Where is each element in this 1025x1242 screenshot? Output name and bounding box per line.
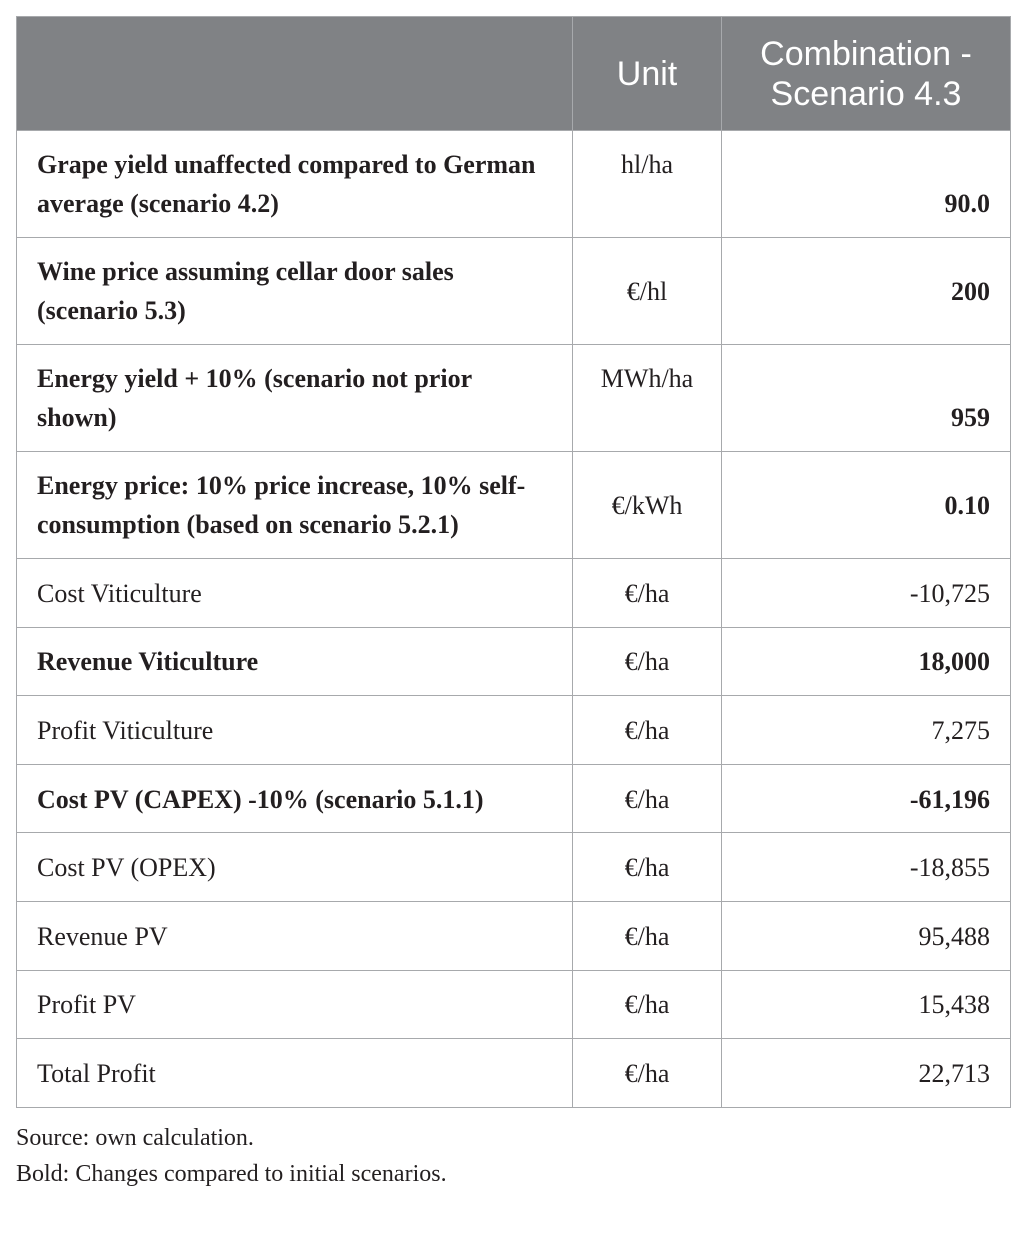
table-body [17,131,1011,1108]
table-row [17,764,1011,833]
table-header [17,17,1011,131]
row-label: Energy price: 10% price increase, 10% self-consumption (based on scenario 5.2.1) [17,452,573,559]
row-value: 22,713 [722,1039,1011,1108]
header-combination-text: Combination - Scenario 4.3 [760,34,972,113]
row-unit: €/kWh [573,452,722,559]
row-value: 90.0 [722,131,1011,238]
header-row [17,17,1011,131]
row-label: Cost PV (CAPEX) -10% (scenario 5.1.1) [17,764,573,833]
row-unit: €/ha [573,970,722,1039]
row-label: Revenue Viticulture [17,627,573,696]
row-unit: hl/ha [573,131,722,238]
table-row [17,833,1011,902]
table-footnotes [16,1120,1010,1192]
row-unit: MWh/ha [573,345,722,452]
scenario-table [16,16,1011,1108]
table-row [17,452,1011,559]
row-label: Grape yield unaffected compared to German average (scenario 4.2) [17,131,573,238]
row-value: 95,488 [722,901,1011,970]
row-value: 18,000 [722,627,1011,696]
header-unit: Unit [573,17,722,131]
table-row [17,345,1011,452]
bold-note: Bold: Changes compared to initial scenarios. [16,1160,447,1187]
row-value: -10,725 [722,559,1011,628]
row-unit: €/ha [573,764,722,833]
row-value: -18,855 [722,833,1011,902]
header-parameter [17,17,573,131]
table-row [17,238,1011,345]
table-row [17,901,1011,970]
header-combination [722,17,1011,131]
row-value: -61,196 [722,764,1011,833]
row-unit: €/ha [573,1039,722,1108]
row-label: Cost Viticulture [17,559,573,628]
row-label: Profit PV [17,970,573,1039]
table-row [17,627,1011,696]
row-unit: €/hl [573,238,722,345]
row-unit: €/ha [573,833,722,902]
row-unit: €/ha [573,901,722,970]
row-label: Cost PV (OPEX) [17,833,573,902]
row-label: Total Profit [17,1039,573,1108]
row-unit: €/ha [573,627,722,696]
row-unit: €/ha [573,696,722,765]
table-row [17,131,1011,238]
table-row [17,970,1011,1039]
row-value: 200 [722,238,1011,345]
row-unit: €/ha [573,559,722,628]
row-value: 15,438 [722,970,1011,1039]
table-container [16,16,1010,1192]
row-value: 7,275 [722,696,1011,765]
row-label: Energy yield + 10% (scenario not prior shown) [17,345,573,452]
row-value: 0.10 [722,452,1011,559]
row-value: 959 [722,345,1011,452]
row-label: Profit Viticulture [17,696,573,765]
row-label: Wine price assuming cellar door sales (scenario 5.3) [17,238,573,345]
table-row [17,1039,1011,1108]
source-note: Source: own calculation. [16,1124,254,1151]
table-row [17,696,1011,765]
row-label: Revenue PV [17,901,573,970]
table-row [17,559,1011,628]
